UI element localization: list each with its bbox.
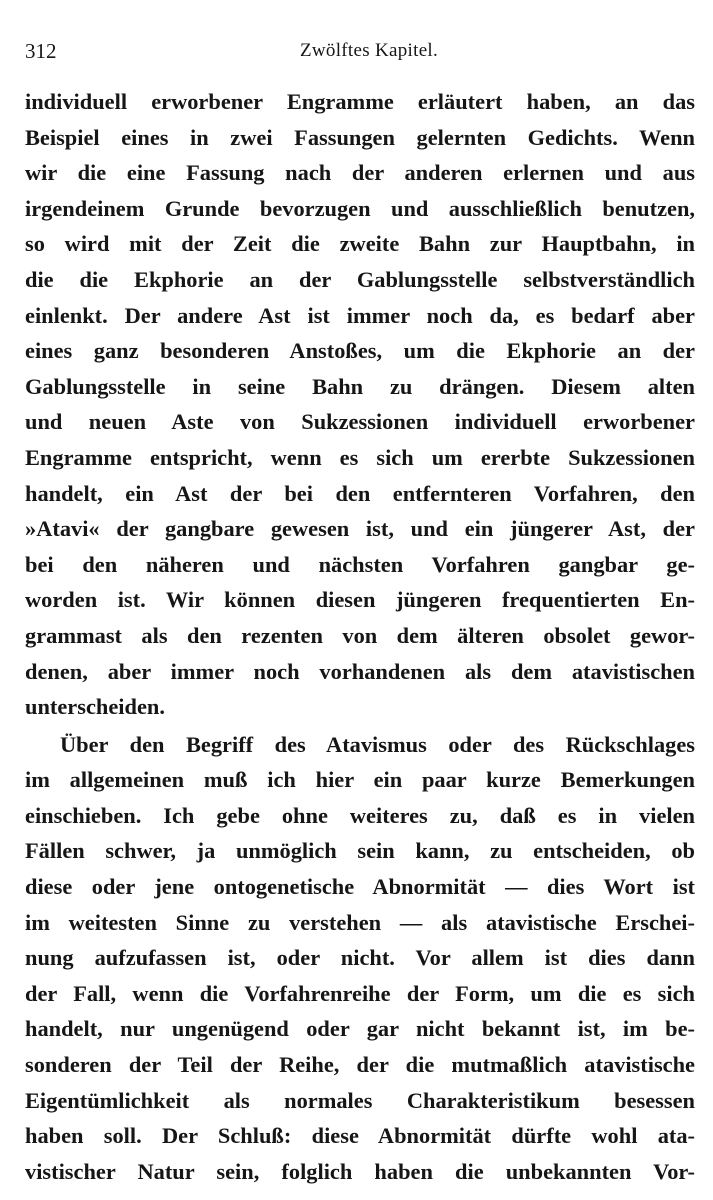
text-line: Gablungsstelle in seine Bahn zu drängen. Diesem alten — [25, 373, 695, 399]
text-line: der Fall, wenn die Vorfahrenreihe der Form, um die es sich — [25, 980, 695, 1006]
text-line: denen, aber immer noch vorhandenen als dem atavistischen — [25, 658, 695, 684]
text-line: Engramme entspricht, wenn es sich um ererbte Sukzessionen — [25, 444, 695, 470]
text-line: handelt, ein Ast der bei den entfernteren Vorfahren, den — [25, 480, 695, 506]
text-line: und neuen Aste von Sukzessionen individuell erworbener — [25, 409, 695, 435]
text-line: eines ganz besonderen Anstoßes, um die Ekphorie an der — [25, 338, 695, 364]
text-line: einschieben. Ich gebe ohne weiteres zu, daß es in vielen — [25, 802, 695, 828]
text-line: haben soll. Der Schluß: diese Abnormität dürfte wohl ata- — [25, 1123, 695, 1149]
text-line: vistischer Natur sein, folglich haben die unbekannten Vor- — [25, 1158, 695, 1184]
text-line: handelt, nur ungenügend oder gar nicht bekannt ist, im be- — [25, 1016, 695, 1042]
page-number: 312 — [25, 39, 57, 63]
text-line: im allgemeinen muß ich hier ein paar kurze Bemerkungen — [25, 767, 695, 793]
text-line: worden ist. Wir können diesen jüngeren frequentierten En- — [25, 587, 695, 613]
text-line: sonderen der Teil der Reihe, der die mutmaßlich atavistische — [25, 1052, 695, 1078]
body-text — [25, 84, 695, 1189]
text-line: die die Ekphorie an der Gablungsstelle selbstverständlich — [25, 266, 695, 292]
paragraph-2 — [25, 727, 695, 1190]
text-line: irgendeinem Grunde bevorzugen und ausschließlich benutzen, — [25, 195, 695, 221]
text-line: Fällen schwer, ja unmöglich sein kann, zu entscheiden, ob — [25, 838, 695, 864]
paragraph-1 — [25, 84, 695, 725]
text-line: individuell erworbener Engramme erläutert haben, an das — [25, 89, 695, 114]
text-line: wir die eine Fassung nach der anderen erlernen und aus — [25, 160, 695, 186]
text-line: so wird mit der Zeit die zweite Bahn zur Hauptbahn, in — [25, 231, 695, 257]
text-line: grammast als den rezenten von dem älteren obsolet gewor- — [25, 622, 695, 648]
text-line: bei den näheren und nächsten Vorfahren gangbar ge- — [25, 551, 695, 577]
text-line: unterscheiden. — [25, 694, 165, 720]
text-line: diese oder jene ontogenetische Abnormität — dies Wort ist — [25, 874, 695, 900]
page-header — [25, 36, 695, 66]
text-line: nung aufzufassen ist, oder nicht. Vor allem ist dies dann — [25, 945, 695, 971]
text-line: einlenkt. Der andere Ast ist immer noch da, es bedarf aber — [25, 302, 695, 328]
running-title: Zwölftes Kapitel. — [300, 40, 439, 61]
text-line: »Atavi« der gangbare gewesen ist, und ein jüngerer Ast, der — [25, 516, 695, 542]
text-line: Eigentümlichkeit als normales Charakteristikum besessen — [25, 1087, 695, 1113]
text-line: Über den Begriff des Atavismus oder des Rückschlages — [60, 731, 695, 757]
text-line: Beispiel eines in zwei Fassungen gelernten Gedichts. Wenn — [25, 124, 695, 150]
text-line: im weitesten Sinne zu verstehen — als atavistische Erschei- — [25, 909, 695, 935]
